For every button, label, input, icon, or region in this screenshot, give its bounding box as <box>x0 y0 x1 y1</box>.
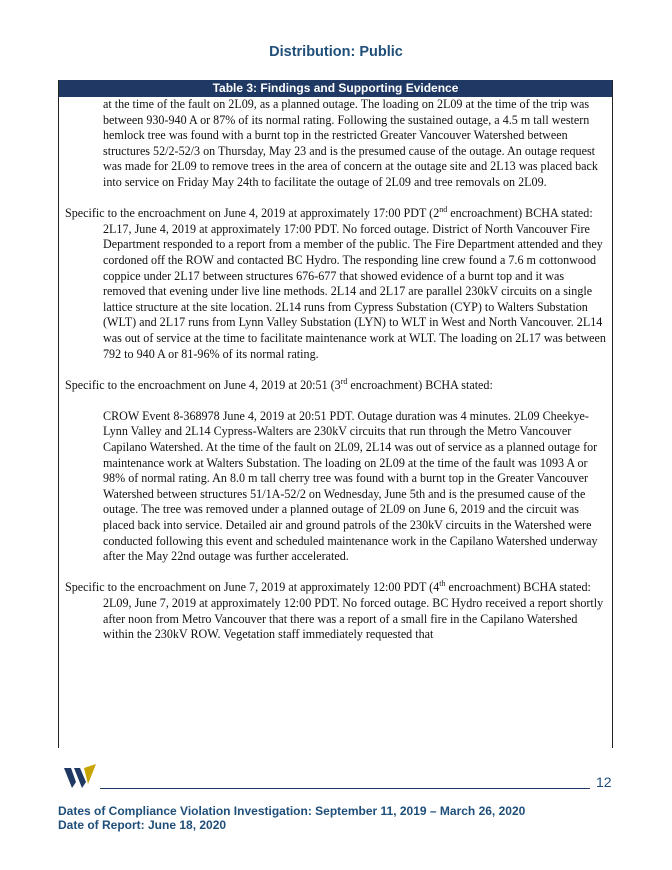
quote-paragraph-4: 2L09, June 7, 2019 at approximately 12:00 PDT. No forced outage. BC Hydro received a report shortly after noon from Metro Vancouver that there was a report of a small fire in the Capilano Watershed within the 230kV ROW. Vegetation staff immediately requested that <box>103 596 604 642</box>
quote-paragraph-1: at the time of the fault on 2L09, as a planned outage. The loading on 2L09 at the time of the trip was between 930-940 A or 87% of its normal rating. Following the sustained outage, a 4.5 m tall western hemlock tree was found with a burnt top in the restricted Greater Vancouver Watershed between structures 52/2-52/3 on Thursday, May 23 and is the presumed cause of the outage. An outage request was made for 2L09 to remove trees in the area of concern at the outage site and 2L13 was placed back into service on Friday May 24th to facilitate the outage of 2L09 and tree removals on 2L09. <box>103 97 598 189</box>
intro-paragraph-2: Specific to the encroachment on June 4, 2019 at approximately 17:00 PDT (2nd encroachment) BCHA stated: <box>65 205 593 221</box>
distribution-label: Distribution: Public <box>269 44 403 60</box>
page-number: 12 <box>596 774 612 790</box>
quote-paragraph-2: 2L17, June 4, 2019 at approximately 17:00 PDT. No forced outage. District of North Vancouver Fire Department responded to a report from a member of the public. The Fire Department attended and they cordoned off the ROW and contacted BC Hydro. The responding line crew found a 7.6 m cottonwood coppice under 2L17 between structures 676-677 that showed evidence of a burnt top and it was removed that evening under live line methods. 2L14 and 2L17 are parallel 230kV circuits on a single lattice structure at the site location. 2L14 runs from Cypress Substation (CYP) to Walters Substation (WLT) and 2L17 runs from Lynn Valley Substation (LYN) to WLT in West and North Vancouver. 2L14 was out of service at the time to facilitate maintenance work at WLT. The loading on 2L17 was between 792 to 940 A or 81-96% of its normal rating. <box>103 221 606 361</box>
intro-paragraph-3: Specific to the encroachment on June 4, 2019 at 20:51 (3rd encroachment) BCHA stated: <box>65 376 493 392</box>
intro-paragraph-4: Specific to the encroachment on June 7, 2019 at approximately 12:00 PDT (4th encroachment) BCHA stated: <box>65 579 591 595</box>
investigation-dates: Dates of Compliance Violation Investigation: September 11, 2019 – March 26, 2020 <box>58 804 526 818</box>
footer-rule <box>100 788 590 789</box>
footer-dates <box>58 804 525 832</box>
table-body <box>59 97 612 643</box>
report-date: Date of Report: June 18, 2020 <box>58 818 227 832</box>
bcuc-logo-icon <box>62 760 98 790</box>
quote-paragraph-3: CROW Event 8-368978 June 4, 2019 at 20:51 PDT. Outage duration was 4 minutes. 2L09 Cheekye-Lynn Valley and 2L14 Cypress-Walters are 230kV circuits that run through the Metro Vancouver Capilano Watershed. At the time of the fault on 2L09, 2L14 was out of service as a planned outage for maintenance work at Walters Substation. The loading on 2L09 at the time of the fault was 1093 A or 98% of normal rating. An 8.0 m tall cherry tree was found with a burnt top in the Greater Vancouver Watershed between structures 51/1A-52/2 on Wednesday, June 5th and is the presumed cause of the outage. The tree was removed under a planned outage of 2L09 on June 6, 2019 and the circuit was placed back into service. Detailed air and ground patrols of the 230kV circuits in the Watershed were conducted following this event and scheduled maintenance work in the Capilano Watershed underway after the May 22nd outage was further accelerated. <box>103 408 598 564</box>
table-title: Table 3: Findings and Supporting Evidence <box>59 80 612 97</box>
findings-table <box>58 80 613 748</box>
